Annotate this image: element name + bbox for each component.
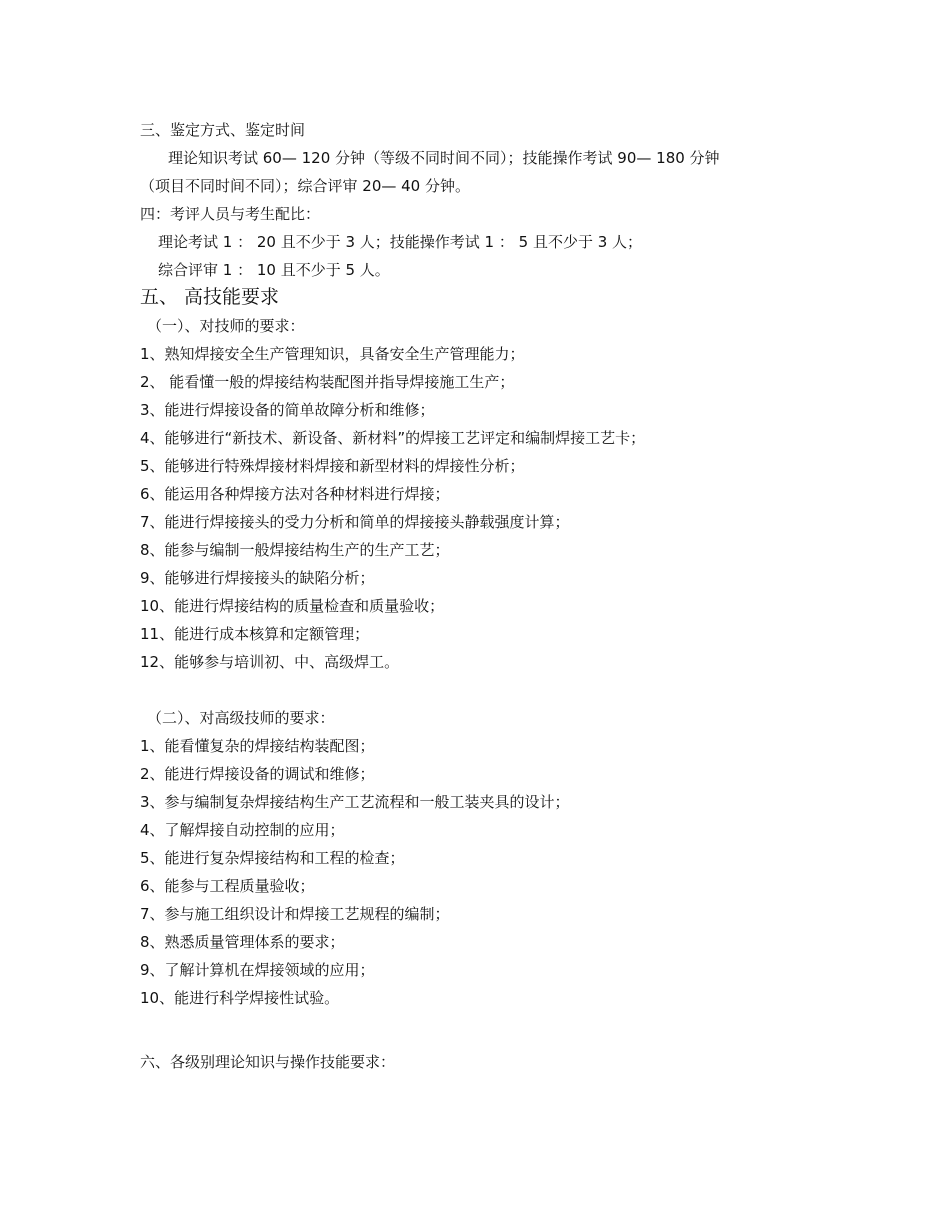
list-item: 6、能参与工程质量验收； [140,877,315,895]
section3-heading: 三、鉴定方式、鉴定时间 [140,121,306,139]
list-item: 10、能进行焊接结构的质量检查和质量验收； [140,597,445,615]
section4-heading: 四：考评人员与考生配比： [140,205,321,223]
list-item: 2、能进行焊接设备的调试和维修； [140,765,375,783]
part2-heading: （二）、对高级技师的要求： [147,709,335,727]
list-item: 1、能看懂复杂的焊接结构装配图； [140,737,375,755]
list-item: 9、了解计算机在焊接领域的应用； [140,961,375,979]
list-item: 8、熟悉质量管理体系的要求； [140,933,345,951]
list-item: 3、能进行焊接设备的简单故障分析和维修； [140,401,435,419]
list-item: 4、能够进行“新技术、新设备、新材料”的焊接工艺评定和编制焊接工艺卡； [140,429,646,447]
part1-heading: （一）、对技师的要求： [147,317,305,335]
list-item: 2、 能看懂一般的焊接结构装配图并指导焊接施工生产； [140,373,515,391]
list-item: 9、能够进行焊接接头的缺陷分析； [140,569,375,587]
list-item: 12、能够参与培训初、中、高级焊工。 [140,653,400,671]
section4-line1: 理论考试 1 ： 20 且不少于 3 人；技能操作考试 1 ： 5 且不少于 3 人； [158,233,643,251]
section3-line2: （项目不同时间不同）；综合评审 20— 40 分钟。 [140,177,470,195]
section3-line1: 理论知识考试 60— 120 分钟（等级不同时间不同）；技能操作考试 90— 180 分钟 [168,149,720,167]
section6-heading: 六、各级别理论知识与操作技能要求： [140,1053,396,1071]
section5-heading: 五、 高技能要求 [140,286,280,308]
list-item: 8、能参与编制一般焊接结构生产的生产工艺； [140,541,450,559]
list-item: 10、能进行科学焊接性试验。 [140,989,340,1007]
list-item: 7、能进行焊接接头的受力分析和简单的焊接接头静载强度计算； [140,513,570,531]
list-item: 3、参与编制复杂焊接结构生产工艺流程和一般工装夹具的设计； [140,793,570,811]
list-item: 6、能运用各种焊接方法对各种材料进行焊接； [140,485,450,503]
list-item: 5、能进行复杂焊接结构和工程的检查； [140,849,405,867]
section4-line2: 综合评审 1 ： 10 且不少于 5 人。 [158,261,390,279]
list-item: 7、参与施工组织设计和焊接工艺规程的编制； [140,905,450,923]
list-item: 11、能进行成本核算和定额管理； [140,625,370,643]
list-item: 1、熟知焊接安全生产管理知识，具备安全生产管理能力； [140,345,525,363]
list-item: 4、了解焊接自动控制的应用； [140,821,345,839]
list-item: 5、能够进行特殊焊接材料焊接和新型材料的焊接性分析； [140,457,525,475]
